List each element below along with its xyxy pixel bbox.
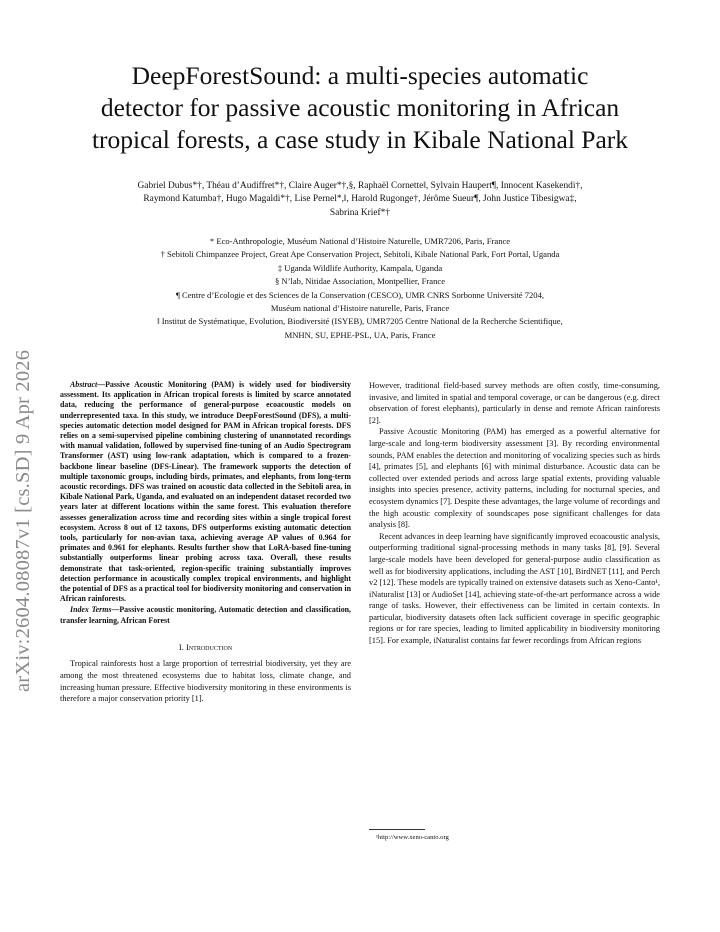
footnote: ¹http://www.xeno-canto.org <box>376 834 449 841</box>
paper-title <box>60 60 660 156</box>
title-line: detector for passive acoustic monitoring in African <box>100 93 620 122</box>
affiliation-line: ¶ Centre d’Ecologie et des Sciences de la Conservation (CESCO), UMR CNRS Sorbonne Université 7204, <box>175 289 545 300</box>
left-column <box>60 380 351 705</box>
affiliation-line: † Sebitoli Chimpanzee Project, Great Ape Conservation Project, Sebitoli, Kibale National Park, Fort Portal, Uganda <box>160 249 560 260</box>
author-list <box>50 180 670 220</box>
author-line: Sabrina Krief*† <box>329 207 391 218</box>
author-line: Gabriel Dubus*†, Théau d’Audiffret*†, Claire Auger*†,§, Raphaël Cornette‖, Sylvain Haupert¶, Innocent Kasekendi†, <box>137 181 583 191</box>
footnote-rule <box>369 829 425 830</box>
affiliation-line: ‡ Uganda Wildlife Authority, Kampala, Uganda <box>277 262 443 273</box>
abstract <box>60 380 351 604</box>
arxiv-identifier-text: arXiv:2604.08087v1 [cs.SD] 9 Apr 2026 <box>12 349 34 692</box>
body-paragraph: Passive Acoustic Monitoring (PAM) has emerged as a powerful alternative for large-scale and long-term biodiversity assessment [3]. By recording environmental sounds, PAM enables the detection and monitoring of vocalizing species such as birds [4], primates [5], and elephants [6] with minimal disturbance. Acoustic data can be collected over extended periods and across large spatial extents, providing valuable insights into species presence, activity patterns, including for nocturnal species, and ecosystem dynamics [7]. Despite these advantages, the large volume of recordings and the high acoustic complexity of soundscapes pose significant challenges for data analysis [8]. <box>369 427 660 530</box>
right-column <box>369 380 660 647</box>
abstract-text: —Passive Acoustic Monitoring (PAM) is widely used for biodiversity assessment. Its application in African tropical forests is limited by scarce annotated data, reducing the performance of general-purpose ecoacoustic models on underrepresented taxa. In this study, we introduce DeepForestSound (DFS), a multi-species automatic detection model designed for PAM in African tropical forests. DFS relies on a semi-supervised pipeline combining clustering of unannotated recordings with manual validation, followed by supervised fine-tuning of an Audio Spectrogram Transformer (AST) using low-rank adaptation, which is compared to a frozen-backbone linear baseline (DFS-Linear). The framework supports the detection of multiple taxonomic groups, including birds, primates, and elephants, from long-term acoustic recordings. DFS was trained on acoustic data collected in the Sebitoli area, in Kibale National Park, Uganda, and evaluated on an independent dataset recorded two years later at different locations within the same forest. This evaluation therefore assesses generalization across time and recording sites within a single tropical forest ecosystem. Across 8 out of 12 taxons, DFS outperforms existing automatic detection tools, particularly for non-avian taxa, achieving average AP values of 0.964 for primates and 0.961 for elephants. Results further show that LoRA-based fine-tuning substantially outperforms linear probing across taxa. Overall, these results demonstrate that task-oriented, region-specific training substantially improves detection performance in acoustically complex tropical environments, and highlight the potential of DFS as a practical tool for biodiversity monitoring and conservation in African rainforests. <box>60 380 351 604</box>
index-terms-text: —Passive acoustic monitoring, Automatic detection and classification, transfer learning, African Forest <box>60 605 351 625</box>
title-line: DeepForestSound: a multi-species automatic <box>131 61 589 90</box>
affiliation-line: ‖ Institut de Systématique, Evolution, Biodiversité (ISYEB), UMR7205 Centre National de la Recherche Scientifique, <box>157 316 563 327</box>
body-paragraph: However, traditional field-based survey methods are often costly, time-consuming, invasive, and limited in spatial and temporal coverage, or can be dangerous (e.g. direct observation of forest elephants), particularly in dense and remote African rainforests [2]. <box>369 381 660 425</box>
title-line: tropical forests, a case study in Kibale National Park <box>91 125 629 154</box>
author-line: Raymond Katumba†, Hugo Magaldi*†, Lise Pernel*,‖, Harold Rugonge†, Jérôme Sueur¶, John Justice Tibesigwa‡, <box>143 194 577 205</box>
body-paragraph: Recent advances in deep learning have significantly improved ecoacoustic analysis, outperforming traditional signal-processing methods in many tasks [8], [9]. Several large-scale models have been developed for general-purpose audio classification as well as for biodiversity applications, including the AST [10], BirdNET [11], and Perch v2 [12]. These models are typically trained on extensive datasets such as Xeno-Canto¹, iNaturalist [13] or AudioSet [14], achieving state-of-the-art performance across a wide range of tasks. However, their effectiveness can be limited in certain contexts. In particular, biodiversity datasets often lack sufficient coverage in specific geographic regions or for rare species, leading to limited applicability in biodiversity monitoring [15]. For example, iNaturalist contains far fewer recordings from African regions <box>369 531 660 646</box>
section-heading: I. Introduction <box>178 641 233 652</box>
affiliation-line: § N’lab, Nitidae Association, Montpellier, France <box>274 276 446 287</box>
index-terms-label: Index Terms <box>70 605 112 615</box>
intro-paragraph: Tropical rainforests host a large proportion of terrestrial biodiversity, yet they are among the most threatened ecosystems due to habitat loss, climate change, and increasing human pressure. Effective biodiversity monitoring in these environments is therefore a major conservation priority [1]. <box>60 659 351 704</box>
affiliation-line: * Eco-Anthropologie, Muséum National d’Histoire Naturelle, UMR7206, Paris, France <box>209 236 511 246</box>
affiliation-list <box>50 235 670 342</box>
affiliation-line: MNHN, SU, EPHE-PSL, UA, Paris, France <box>284 329 436 340</box>
index-terms <box>60 605 351 625</box>
arxiv-identifier <box>12 349 34 712</box>
affiliation-line: Muséum national d’Histoire naturelle, Paris, France <box>270 303 450 314</box>
abstract-label: Abstract <box>70 380 98 389</box>
